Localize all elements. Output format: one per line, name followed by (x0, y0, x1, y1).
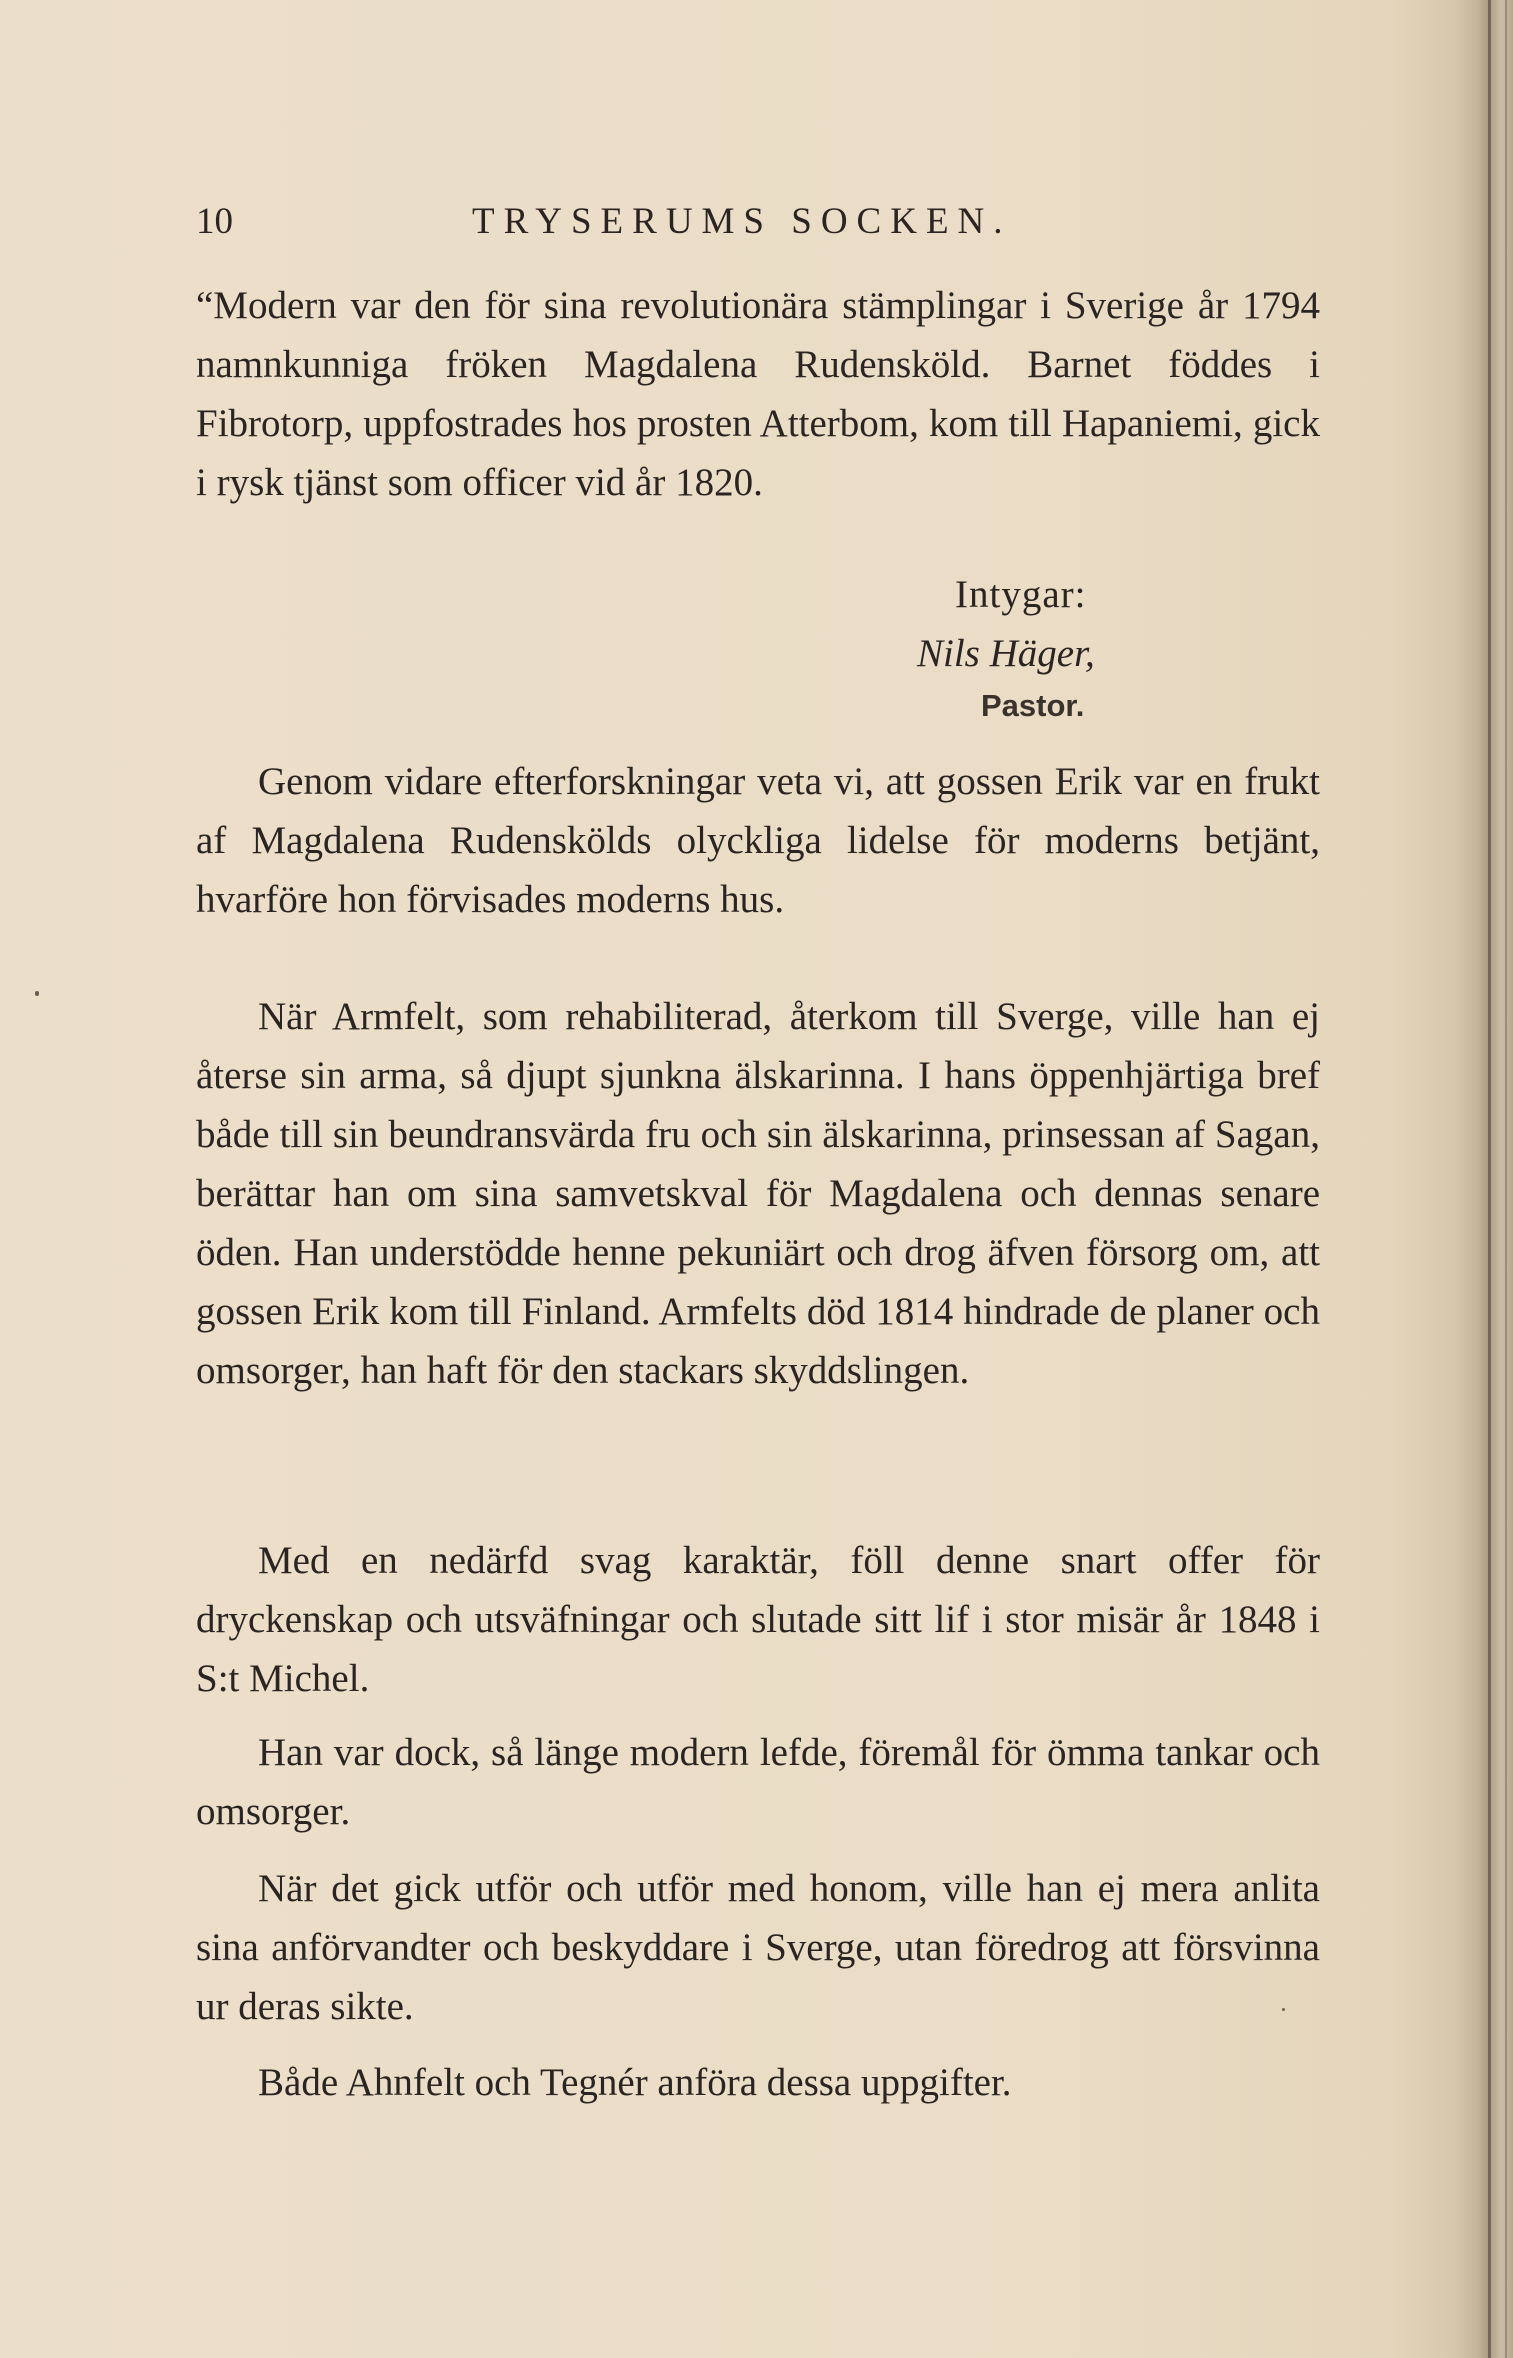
page-number: 10 (196, 201, 233, 242)
paragraph-3: Med en nedärfd svag karaktär, föll denne snart offer för dryckenskap och utsväfningar och slutade sitt lif i stor misär år 1848 i S:t Michel. (196, 1539, 1320, 1700)
running-header (196, 200, 1316, 250)
paragraph-5: När det gick utför och utför med honom, ville han ej mera anlita sina anförvandter och beskyddare i Sverge, utan föredrog att försvinna ur deras sikte. (196, 1867, 1320, 2028)
paper-speck (1282, 2008, 1285, 2011)
paragraph-1: Genom vidare efterforskningar veta vi, att gossen Erik var en frukt af Magdalena Rudenskölds olyckliga lidelse för moderns betjänt, hvarföre hon förvisades moderns hus. (196, 760, 1320, 921)
page-gutter-shadow (1453, 0, 1513, 2358)
signature-label: Intygar: (955, 573, 1087, 616)
signature-title: Pastor. (981, 688, 1085, 723)
paper-speck (35, 991, 39, 996)
page-edge-line (1488, 0, 1491, 2358)
paragraph-2: När Armfelt, som rehabiliterad, återkom till Sverge, ville han ej återse sin arma, så djupt sjunkna älskarinna. I hans öppenhjärtiga bref både till sin beundransvärda fru och sin älskarinna, prinsessan af Sagan, berättar han om sina samvetskval för Magdalena och dennas senare öden. Han understödde henne pekuniärt och drog äfven försorg om, att gossen Erik kom till Finland. Armfelts död 1814 hindrade de planer och omsorger, han haft för den stackars skyddslingen. (196, 995, 1320, 1392)
paragraph-4: Han var dock, så länge modern lefde, föremål för ömma tankar och omsorger. (196, 1731, 1320, 1833)
running-title: TRYSERUMS SOCKEN. (472, 201, 1012, 242)
signature-name: Nils Häger, (917, 632, 1095, 675)
paragraph-6: Både Ahnfelt och Tegnér anföra dessa uppgifter. (258, 2061, 1012, 2104)
page-edge-line-outer (1505, 0, 1507, 2358)
quoted-testimony: “Modern var den för sina revolutionära stämplingar i Sverige år 1794 namnkunniga fröken Magdalena Rudensköld. Barnet föddes i Fibrotorp, uppfostrades hos prosten Atterbom, kom till Hapaniemi, gick i rysk tjänst som officer vid år 1820. (196, 284, 1320, 504)
